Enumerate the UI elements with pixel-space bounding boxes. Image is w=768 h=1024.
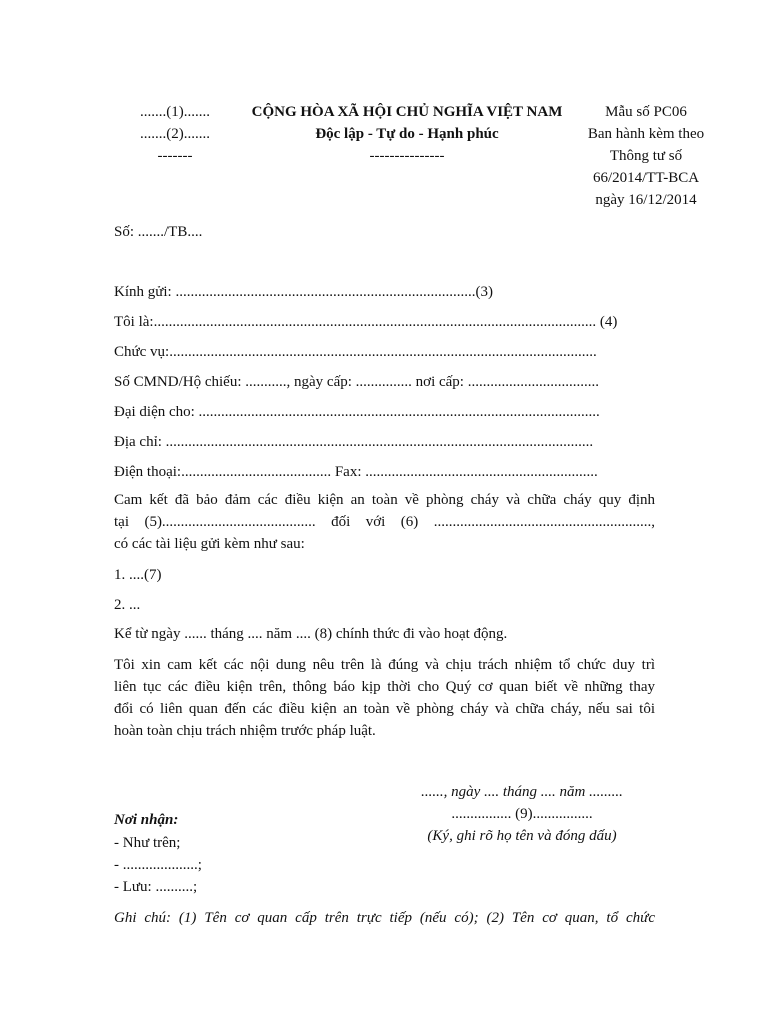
signature-note: (Ký, ghi rõ họ tên và đóng dấu) (427, 828, 617, 844)
recipient-item: - Lưu: ..........; (114, 879, 198, 895)
field-represent: Đại diện cho: ........................................................................................................... (114, 404, 600, 420)
issued-with: Ban hành kèm theo (587, 126, 705, 142)
issuer-divider: ------- (157, 148, 193, 164)
motto-divider: --------------- (369, 148, 445, 164)
circular-date: ngày 16/12/2014 (595, 192, 697, 208)
circular-label: Thông tư số (609, 148, 683, 164)
field-phone-fax: Điện thoại:........................................ Fax: .............................................................. (114, 464, 598, 480)
field-position: Chức vụ:.................................................................................................................. (114, 344, 597, 360)
national-motto: Độc lập - Tự do - Hạnh phúc (315, 126, 499, 142)
attachment-item: 1. ....(7) (114, 567, 162, 583)
pledge-line: đổi có liên quan đến các điều kiện an toàn về phòng cháy và chữa cháy, nếu sai tôi (114, 701, 655, 717)
field-id-number: Số CMND/Hộ chiếu: ..........., ngày cấp: ............... nơi cấp: ................................... (114, 374, 599, 390)
commitment-line: tại (5)......................................... đối với (6) .........................................................., (114, 514, 655, 530)
issuer-name-placeholder: .......(2)....... (140, 126, 210, 142)
field-recipient: Kính gửi: ................................................................................(3) (114, 284, 493, 300)
footnote: Ghi chú: (1) Tên cơ quan cấp trên trực tiếp (nếu có); (2) Tên cơ quan, tổ chức (114, 910, 655, 926)
issuer-parent-placeholder: .......(1)....... (140, 104, 210, 120)
recipient-item: - ....................; (114, 857, 202, 873)
recipient-item: - Như trên; (114, 835, 181, 851)
recipients-title: Nơi nhận: (114, 812, 179, 828)
commitment-line: có các tài liệu gửi kèm như sau: (114, 536, 305, 552)
pledge-line: hoàn toàn chịu trách nhiệm trước pháp luật. (114, 723, 376, 739)
signature-date: ......, ngày .... tháng .... năm ......... (421, 784, 623, 800)
attachment-item: 2. ... (114, 597, 141, 613)
national-title: CỘNG HÒA XÃ HỘI CHỦ NGHĨA VIỆT NAM (251, 104, 563, 120)
pledge-paragraph (114, 654, 655, 742)
field-address: Địa chỉ: .................................................................................................................. (114, 434, 594, 450)
field-name: Tôi là:...................................................................................................................... (4) (114, 314, 618, 330)
circular-number: 66/2014/TT-BCA (592, 170, 700, 186)
form-code: Mẫu số PC06 (605, 104, 687, 120)
signature-name: ................ (9)................ (451, 806, 593, 822)
document-number: Số: ......./TB.... (114, 224, 203, 240)
commitment-paragraph (114, 489, 655, 555)
operation-start: Kể từ ngày ...... tháng .... năm .... (8) chính thức đi vào hoạt động. (114, 626, 508, 642)
pledge-line: liên tục các điều kiện trên, thông báo kịp thời cho Quý cơ quan biết về những thay (114, 679, 655, 695)
commitment-line: Cam kết đã bảo đảm các điều kiện an toàn về phòng cháy và chữa cháy quy định (114, 492, 655, 508)
pledge-line: Tôi xin cam kết các nội dung nêu trên là đúng và chịu trách nhiệm tổ chức duy trì (114, 657, 655, 673)
